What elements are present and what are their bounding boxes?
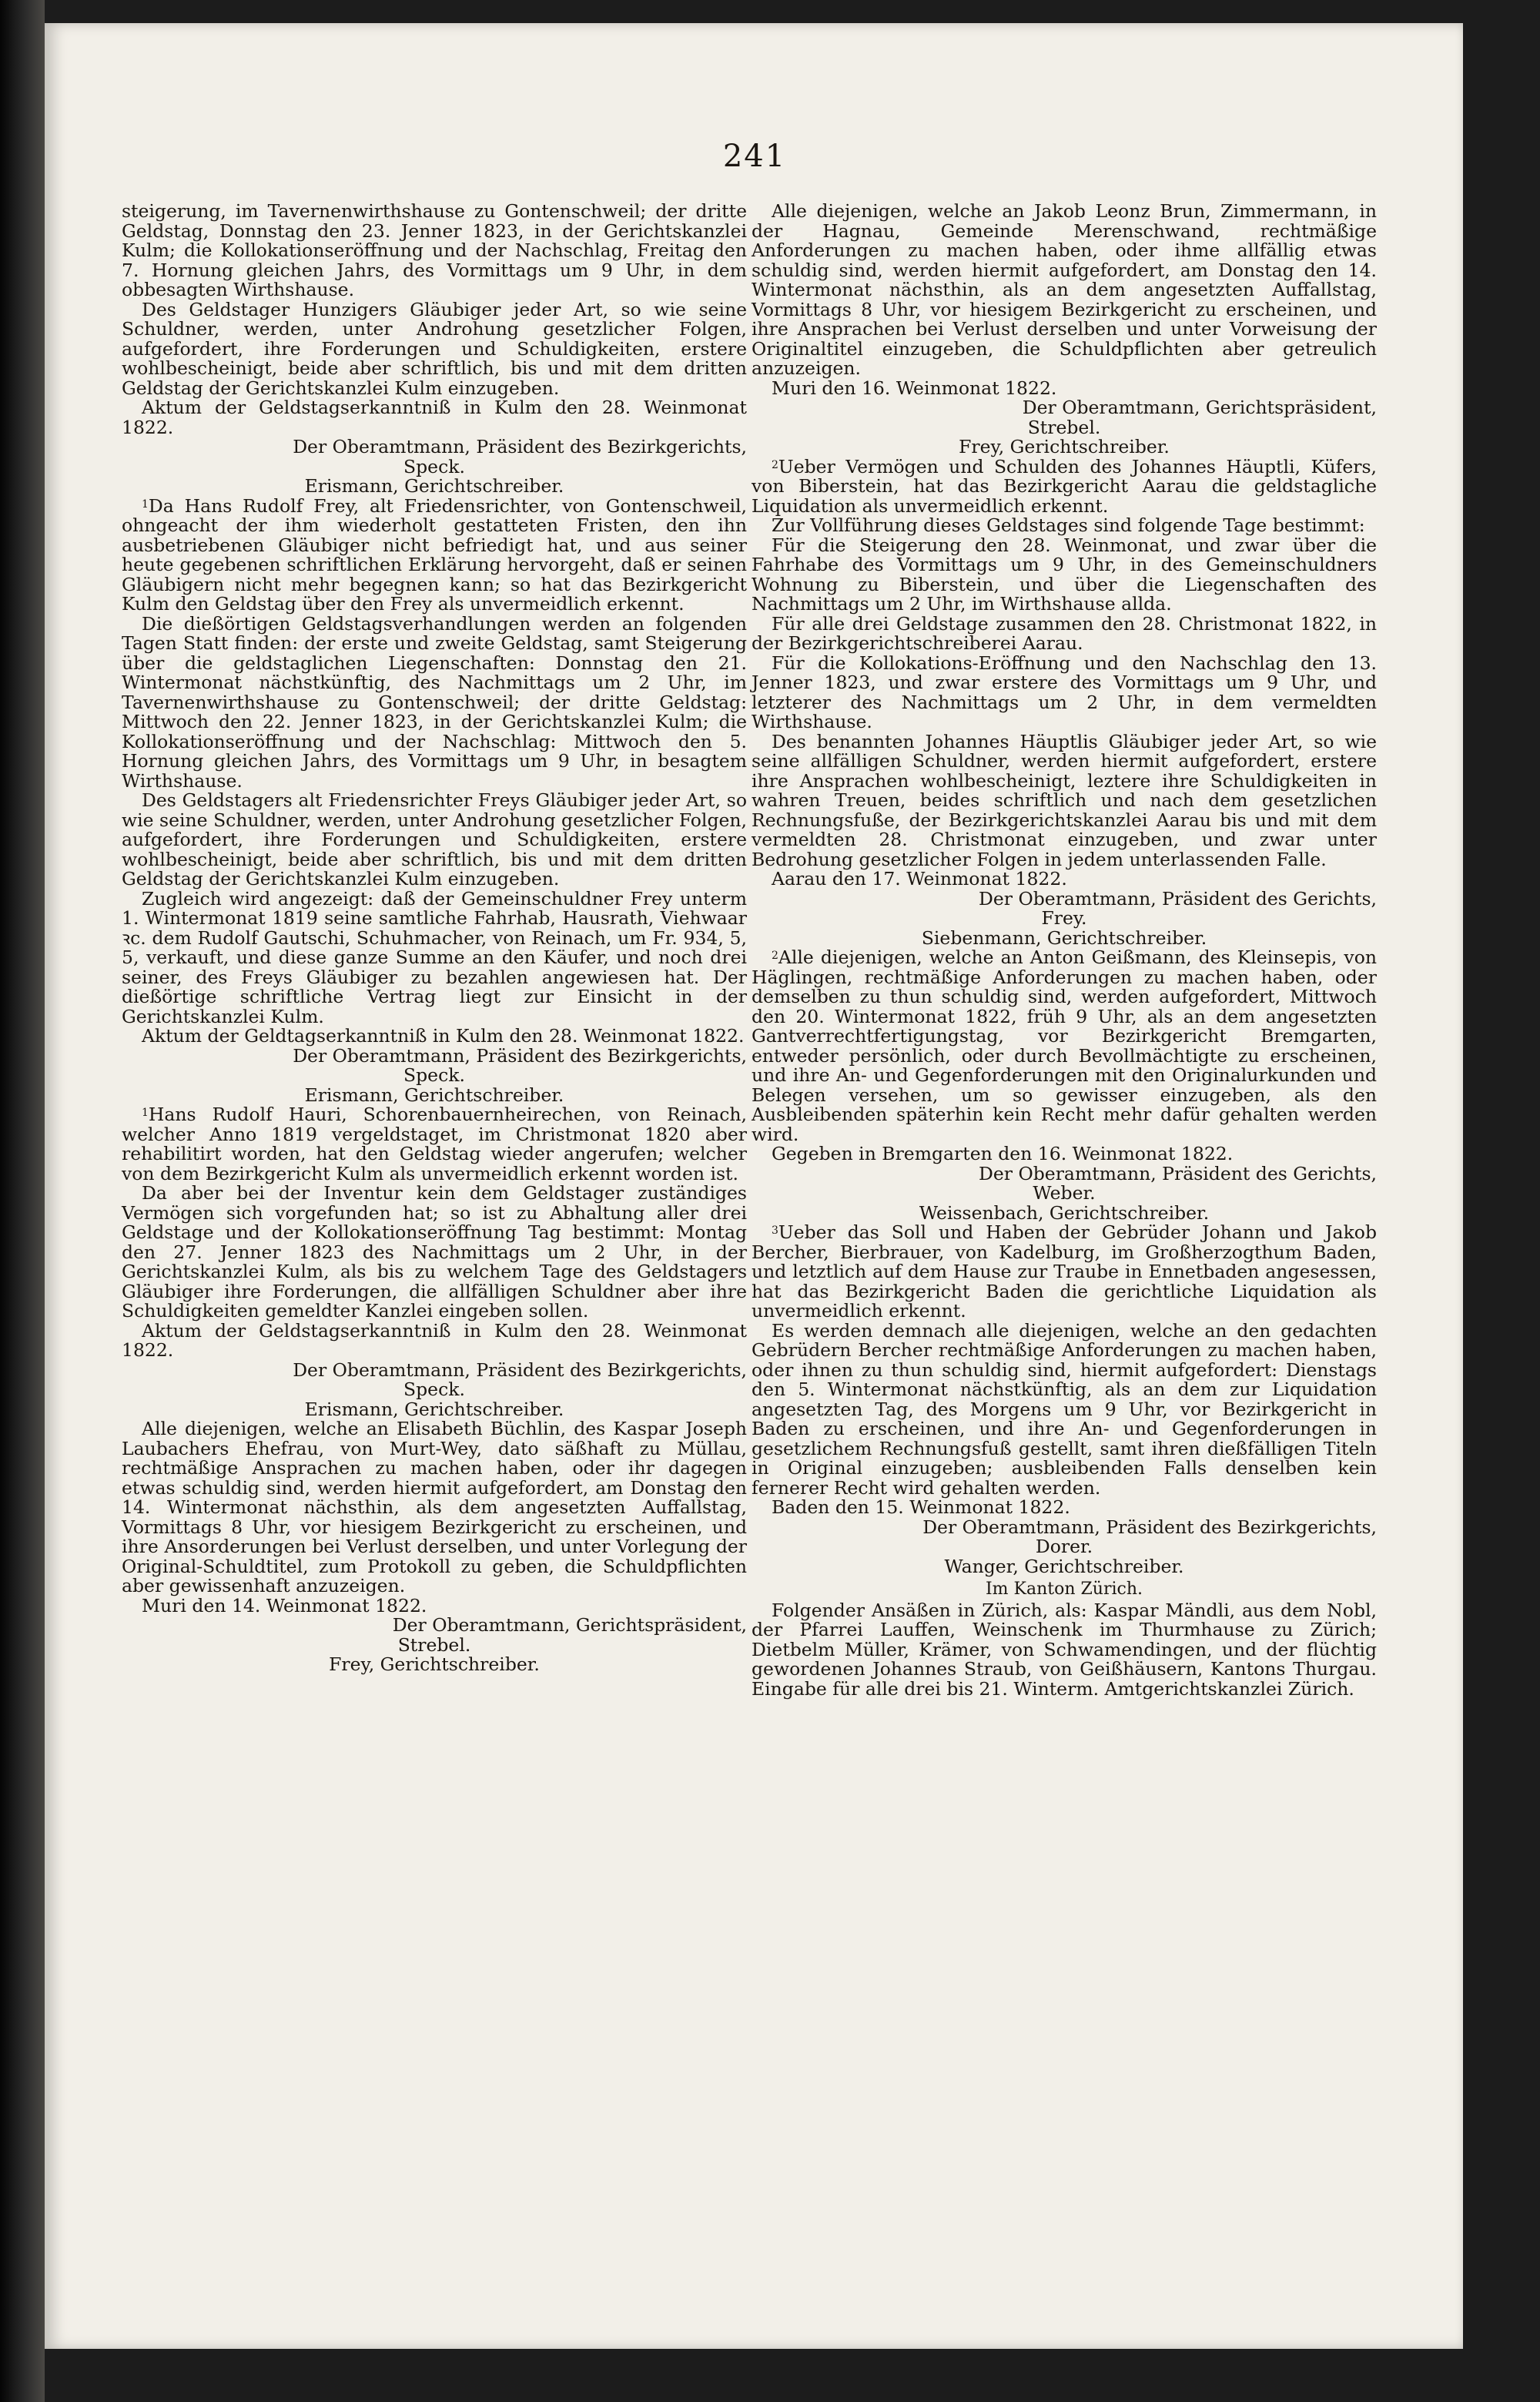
notice-paragraph: Alle diejenigen, welche an Elisabeth Büchlin, des Kaspar Joseph Laubachers Ehefrau, von Murt-Wey, dato säßhaft zu Müllau, rechtmäßige Ansprachen zu machen haben, oder ihr dagegen etwas schuldig sind, werden hiermit aufgefordert, am Donstag den 14. Wintermonat nächsthin, als dem angesetzten Auffallstag, Vormittags 8 Uhr, vor hiesigem Bezirkgericht zu erscheinen, und ihre Ansorderungen bei Verlust derselben, und unter Vorlegung der Original-Schuldtitel, zum Protokoll zu geben, die Schuldpflichten aber gewissenhaft anzuzeigen. [122, 1418, 747, 1596]
signature-clerk: Erismann, Gerichtschreiber. [304, 1084, 564, 1106]
paragraph: steigerung, im Tavernenwirthshause zu Gontenschweil; der dritte Geldstag, Donnstag den 23. Jenner 1823, in der Gerichtskanzlei Kulm; die Kollokationseröffnung und der Nachschlag, Freitag den 7. Hornung gleichen Jahrs, des Vormittags um 9 Uhr, in dem obbesagten Wirthshause. [122, 200, 747, 300]
paragraph: Für die Steigerung den 28. Weinmonat, und zwar über die Fahrhabe des Vormittags um 9 Uhr, in des Gemeinschuldners Wohnung zu Biberstein, und über die Liegenschaften des Nachmittags um 2 Uhr, im Wirthshause allda. [752, 534, 1377, 615]
dateline: Muri den 16. Weinmonat 1822. [772, 377, 1057, 399]
signature-title: Der Oberamtmann, Präsident des Bezirkgerichts, [922, 1516, 1377, 1538]
dateline: Aktum der Geldtagserkanntniß in Kulm den 28. Weinmonat 1822. [142, 1025, 745, 1047]
footnote-marker: 2 [772, 950, 778, 962]
dateline: Gegeben in Bremgarten den 16. Weinmonat 1822. [772, 1143, 1234, 1164]
left-column [122, 202, 747, 1675]
notice-paragraph: $^3$Ueber das Soll und Haben der Gebrüder Johann und Jakob Bercher, Bierbrauer, von Kadelburg, im Großherzogthum Baden, und letztlich auf dem Hause zur Traube in Ennetbaden angesessen, hat das Bezirkgericht Baden die gerichtliche Liquidation als unvermeidlich erkennt. [752, 1221, 1377, 1322]
signature-title: Der Oberamtmann, Präsident des Bezirkgerichts, [293, 1044, 747, 1067]
signature-clerk: Weissenbach, Gerichtschreiber. [919, 1201, 1210, 1224]
footnote-marker: 2 [772, 458, 778, 471]
signature-clerk: Frey, Gerichtschreiber. [329, 1653, 540, 1675]
dateline: Muri den 14. Weinmonat 1822. [142, 1594, 427, 1616]
notice-paragraph: $^1$Da Hans Rudolf Frey, alt Friedensrichter, von Gontenschweil, ohngeacht der ihm wiederholt gestatteten Fristen, den ihn ausbetriebenen Gläubiger nicht befriedigt hat, und aus seiner heute gegebenen schriftlichen Erklärung hervorgeht, daß er seinen Gläubigern nicht mehr begegnen kann; so hat das Bezirkgericht Kulm den Geldstag über den Frey als unvermeidlich erkennt. [122, 494, 747, 615]
paragraph: Für die Kollokations-Eröffnung und den Nachschlag den 13. Jenner 1823, und zwar erstere des Vormittags um 9 Uhr, und letzterer des Nachmittags um 2 Uhr, in dem vermeldten Wirthshause. [752, 652, 1377, 732]
book-binding [0, 0, 45, 2402]
signature-title: Der Oberamtmann, Präsident des Bezirkgerichts, [293, 1358, 747, 1381]
signature-title: Der Oberamtmann, Gerichtspräsident, [392, 1614, 747, 1636]
paragraph: Des benannten Johannes Häuptlis Gläubiger jeder Art, so wie seine allfälligen Schuldner, werden hiermit aufgefordert, erstere ihre Ansprachen wohlbescheinigt, leztere ihre Schuldigkeiten in wahren Treuen, beides schriftlich und nach dem gesetzlichen Rechnungsfuße, der Bezirkgerichtskanzlei Aarau bis und mit dem vermeldten 28. Christmonat einzugeben, und zwar unter Bedrohung gesetzlicher Folgen in jedem unterlassenden Falle. [752, 730, 1377, 870]
paragraph: Da aber bei der Inventur kein dem Geldstager zuständiges Vermögen sich vorgefunden hat; so ist zu Abhaltung aller drei Geldstage und der Kollokationseröffnung Tag bestimmt: Montag den 27. Jenner 1823 des Nachmittags um 2 Uhr, in der Gerichtskanzlei Kulm, als bis zu welchem Tage des Geldstagers Gläubiger ihre Forderungen, die allfälligen Schuldner aber ihre Schuldigkeiten gemeldter Kanzlei eingeben sollen. [122, 1182, 747, 1322]
paragraph: Zugleich wird angezeigt: daß der Gemeinschuldner Frey unterm 1. Wintermonat 1819 seine samtliche Fahrhab, Hausrath, Viehwaar ꝛc. dem Rudolf Gautschi, Schuhmacher, von Reinach, um Fr. 934, 5, 5, verkauft, und diese ganze Summe an den Käufer, und noch drei seiner, des Freys Gläubiger zu bezahlen angewiesen hat. Der dießörtige schriftliche Vertrag liegt zur Einsicht in der Gerichtskanzlei Kulm. [122, 887, 747, 1027]
signature-clerk: Siebenmann, Gerichtschreiber. [921, 926, 1207, 949]
paragraph: Die dießörtigen Geldstagsverhandlungen werden an folgenden Tagen Statt finden: der erste und zweite Geldstag, samt Steigerung über die geldstaglichen Liegenschaften: Donnstag den 21. Wintermonat nächstkünftig, des Nachmittags um 2 Uhr, im Tavernenwirthshause zu Gontenschweil; der dritte Geldstag: Mittwoch den 22. Jenner 1823, in der Gerichtskanzlei Kulm; die Kollokationseröffnung und der Nachschlag: Mittwoch den 5. Hornung gleichen Jahrs, des Vormittags um 9 Uhr, in besagtem Wirthshause. [122, 612, 747, 792]
signature-name: Frey. [1041, 907, 1087, 929]
signature-name: Dorer. [1035, 1536, 1093, 1557]
dateline: Aktum der Geldstagserkanntniß in Kulm den 28. Weinmonat 1822. [122, 1319, 747, 1361]
signature-name: Speck. [403, 1379, 465, 1400]
paragraph: Des Geldstager Hunzigers Gläubiger jeder Art, so wie seine Schuldner, werden, unter Androhung gesetzlicher Folgen, aufgefordert, ihre Forderungen und Schuldigkeiten, erstere wohlbescheinigt, beide aber schriftlich, bis und mit dem dritten Geldstag der Gerichtskanzlei Kulm einzugeben. [122, 298, 747, 399]
signature-clerk: Wanger, Gerichtschreiber. [944, 1555, 1184, 1577]
dateline: Baden den 15. Weinmonat 1822. [772, 1496, 1070, 1518]
signature-clerk: Frey, Gerichtschreiber. [959, 436, 1170, 457]
paragraph: Des Geldstagers alt Friedensrichter Freys Gläubiger jeder Art, so wie seine Schuldner, werden, unter Androhung gesetzlicher Folgen, aufgefordert, ihre Forderungen und Schuldigkeiten, erstere wohlbescheinigt, beide aber schriftlich, bis und mit dem dritten Geldstag der Gerichtskanzlei Kulm einzugeben. [122, 789, 747, 889]
signature-clerk: Erismann, Gerichtschreiber. [304, 1398, 564, 1420]
footnote-marker: 1 [142, 1107, 149, 1119]
footnote-marker: 3 [772, 1224, 778, 1237]
signature-name: Strebel. [1027, 416, 1101, 438]
signature-title: Der Oberamtmann, Präsident des Gerichts, [979, 1162, 1377, 1184]
signature-title: Der Oberamtmann, Präsident des Gerichts, [979, 887, 1377, 910]
notice-paragraph: $^1$Hans Rudolf Hauri, Schorenbauernheirechen, von Reinach, welcher Anno 1819 vergeldstaget, im Christmonat 1820 aber rehabilitirt worden, hat den Geldstag wieder angerufen; welcher von dem Bezirkgericht Kulm als unvermeidlich erkennt worden ist. [122, 1104, 747, 1184]
notice-paragraph: $^2$Alle diejenigen, welche an Anton Geißmann, des Kleinsepis, von Häglingen, rechtmäßige Anforderungen zu machen haben, oder demselben zu thun schuldig sind, werden aufgefordert, Mittwoch den 20. Wintermonat 1822, früh 9 Uhr, als an dem angesetzten Gantverrechtfertigungstag, vor Bezirkgericht Bremgarten, entweder persönlich, oder durch Bevollmächtigte zu erscheinen, und ihre An- und Gegenforderungen mit den Originalurkunden und Belegen versehen, um so gewisser einzugeben, als den Ausbleibenden späterhin kein Recht mehr dafür gehalten werden wird. [752, 946, 1377, 1145]
section-heading: Im Kanton Zürich. [985, 1580, 1143, 1599]
dateline: Aarau den 17. Weinmonat 1822. [772, 868, 1067, 889]
paragraph: Folgender Ansäßen in Zürich, als: Kaspar Mändli, aus dem Nobl, der Pfarrei Lauffen, Weinschenk im Thurmhause zu Zürich; Dietbelm Müller, Krämer, von Schwamendingen, und der flüchtig gewordenen Johannes Straub, von Geißhäusern, Kantons Thurgau. Eingabe für alle drei bis 21. Winterm. Amtgerichtskanzlei Zürich. [752, 1599, 1377, 1700]
signature-title: Der Oberamtmann, Präsident des Bezirkgerichts, [293, 436, 747, 457]
signature-name: Speck. [403, 455, 465, 477]
signature-name: Strebel. [397, 1633, 471, 1656]
paragraph: Für alle drei Geldstage zusammen den 28. Christmonat 1822, in der Bezirkgerichtschreiberei Aarau. [752, 612, 1377, 654]
signature-clerk: Erismann, Gerichtschreiber. [304, 475, 564, 497]
right-column [752, 202, 1377, 1699]
paragraph: Zur Vollführung dieses Geldstages sind folgende Tage bestimmt: [772, 514, 1365, 536]
document-page [45, 23, 1463, 2349]
dateline: Aktum der Geldstagserkanntniß in Kulm den 28. Weinmonat 1822. [122, 397, 747, 438]
paragraph: Es werden demnach alle diejenigen, welche an den gedachten Gebrüdern Bercher rechtmäßige Anforderungen zu machen haben, oder ihnen zu thun schuldig sind, hiermit aufgefordert: Dienstags den 5. Wintermonat nächstkünftig, als an dem zur Liquidation angesetzten Tag, des Morgens um 9 Uhr, vor Bezirkgericht in Baden zu erscheinen, und ihre An- und Gegenforderungen in gesetzlichem Rechnungsfuß gestellt, samt ihren dießfälligen Titeln in Original einzugeben; ausbleibenden Falls denselben kein fernerer Recht wird gehalten werden. [752, 1319, 1377, 1499]
signature-title: Der Oberamtmann, Gerichtspräsident, [1022, 397, 1377, 418]
signature-name: Speck. [403, 1064, 465, 1086]
signature-name: Weber. [1033, 1182, 1096, 1204]
notice-paragraph: Alle diejenigen, welche an Jakob Leonz Brun, Zimmermann, in der Hagnau, Gemeinde Merenschwand, rechtmäßige Anforderungen zu machen haben, oder ihme allfällig etwas schuldig sind, werden hiermit aufgefordert, am Donstag den 14. Wintermonat nächsthin, als an dem angesetzten Auffallstag, Vormittags 8 Uhr, vor hiesigem Bezirkgericht zu erscheinen, und ihre Ansprachen bei Verlust derselben und unter Vorweisung der Originaltitel einzugeben, die Schuldpflichten aber getreulich anzuzeigen. [752, 200, 1377, 379]
footnote-marker: 1 [142, 497, 149, 511]
page-number: 241 [722, 139, 787, 174]
notice-paragraph: $^2$Ueber Vermögen und Schulden des Johannes Häuptli, Küfers, von Biberstein, hat das Bezirkgericht Aarau die geldstagliche Liquidation als unvermeidlich erkennt. [752, 455, 1377, 517]
